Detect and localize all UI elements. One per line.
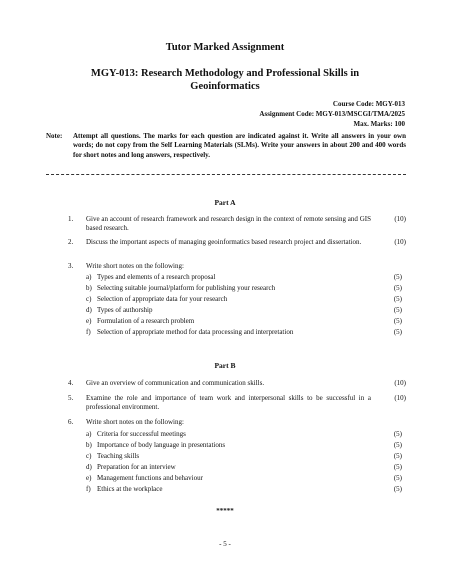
item-letter: c) bbox=[86, 452, 92, 460]
item-letter: e) bbox=[86, 317, 92, 325]
item-marks: (5) bbox=[393, 306, 402, 314]
question-number: 6. bbox=[68, 418, 74, 426]
assignment-code: Assignment Code: MGY-013/MSCGI/TMA/2025 bbox=[259, 110, 405, 118]
document-subtitle: MGY-013: Research Methodology and Professional Skills in Geoinformatics bbox=[90, 68, 360, 92]
item-text: Selection of appropriate data for your research bbox=[97, 295, 228, 303]
part-b-heading: Part B bbox=[214, 361, 236, 370]
item-marks: (5) bbox=[393, 474, 402, 482]
question-number: 4. bbox=[68, 379, 74, 387]
divider-line bbox=[46, 174, 406, 175]
note-text: Attempt all questions. The marks for each question are indicated against it. Write all answers in your own words; do not copy from the Self Learning Materials (SLMs). Write your answers in about 200 and 400 words for short notes and long answers, respectively. bbox=[73, 132, 406, 159]
item-marks: (5) bbox=[393, 284, 402, 292]
assignment-codes bbox=[185, 99, 405, 129]
item-marks: (5) bbox=[393, 485, 402, 493]
document-title: Tutor Marked Assignment bbox=[165, 42, 285, 53]
question-number: 3. bbox=[68, 262, 74, 270]
page-number: - 5 - bbox=[219, 540, 231, 548]
item-marks: (5) bbox=[393, 430, 402, 438]
course-code: Course Code: MGY-013 bbox=[332, 100, 405, 108]
item-marks: (5) bbox=[393, 441, 402, 449]
item-letter: b) bbox=[86, 441, 92, 449]
question-marks: (10) bbox=[394, 215, 406, 223]
question-number: 1. bbox=[68, 215, 74, 223]
item-letter: c) bbox=[86, 295, 92, 303]
item-marks: (5) bbox=[393, 273, 402, 281]
item-letter: a) bbox=[86, 273, 92, 281]
item-text: Types of authorship bbox=[97, 306, 153, 314]
question-text: Examine the role and importance of team work and interpersonal skills to be successful in a professional environment. bbox=[86, 394, 371, 412]
item-letter: a) bbox=[86, 430, 92, 438]
item-text: Selection of appropriate method for data processing and interpretation bbox=[97, 328, 294, 336]
item-letter: d) bbox=[86, 463, 92, 471]
item-text: Criteria for successful meetings bbox=[97, 430, 186, 438]
item-letter: d) bbox=[86, 306, 92, 314]
item-letter: f) bbox=[86, 485, 91, 493]
item-letter: f) bbox=[86, 328, 91, 336]
item-text: Types and elements of a research proposal bbox=[97, 273, 216, 281]
item-marks: (5) bbox=[393, 317, 402, 325]
item-text: Selecting suitable journal/platform for publishing your research bbox=[97, 284, 276, 292]
question-text: Write short notes on the following: bbox=[86, 262, 184, 270]
question-number: 5. bbox=[68, 394, 74, 402]
question-text: Give an account of research framework and research design in the context of remote sensing and GIS based research. bbox=[86, 215, 371, 233]
question-marks: (10) bbox=[394, 379, 406, 387]
item-text: Ethics at the workplace bbox=[97, 485, 163, 493]
item-marks: (5) bbox=[393, 328, 402, 336]
question-marks: (10) bbox=[394, 394, 406, 402]
part-a-heading: Part A bbox=[214, 198, 236, 207]
item-letter: b) bbox=[86, 284, 92, 292]
item-text: Management functions and behaviour bbox=[97, 474, 203, 482]
question-text: Discuss the important aspects of managing geoinformatics based research project and dissertation. bbox=[86, 238, 362, 246]
question-marks: (10) bbox=[394, 238, 406, 246]
item-text: Teaching skills bbox=[97, 452, 140, 460]
item-marks: (5) bbox=[393, 295, 402, 303]
note-label: Note: bbox=[46, 132, 63, 140]
question-text: Give an overview of communication and communication skills. bbox=[86, 379, 265, 387]
item-text: Formulation of a research problem bbox=[97, 317, 195, 325]
max-marks: Max. Marks: 100 bbox=[353, 120, 405, 128]
question-text: Write short notes on the following: bbox=[86, 418, 184, 426]
item-letter: e) bbox=[86, 474, 92, 482]
end-marker: ***** bbox=[216, 507, 234, 515]
question-number: 2. bbox=[68, 238, 74, 246]
item-marks: (5) bbox=[393, 452, 402, 460]
item-text: Preparation for an interview bbox=[97, 463, 176, 471]
item-text: Importance of body language in presentations bbox=[97, 441, 226, 449]
item-marks: (5) bbox=[393, 463, 402, 471]
